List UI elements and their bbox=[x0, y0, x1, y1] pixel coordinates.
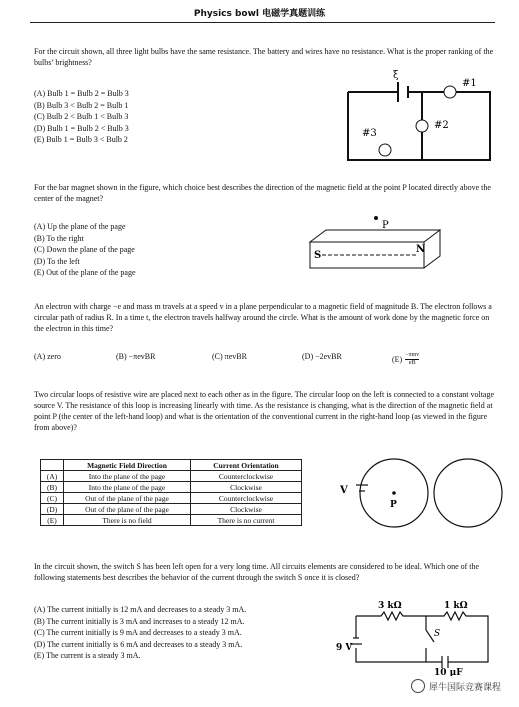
bulb-1-label: #1 bbox=[462, 78, 477, 89]
choice-d: (D) To the left bbox=[34, 256, 80, 266]
page-title: Physics bowl 电磁学真题训练 bbox=[193, 9, 326, 19]
choice-e-label: (E) bbox=[392, 355, 403, 364]
table-cell: Clockwise bbox=[191, 504, 302, 515]
choice-e: (E) The current is a steady 3 mA. bbox=[34, 651, 141, 660]
table-cell: (D) bbox=[41, 504, 64, 515]
rc-circuit-figure bbox=[336, 598, 496, 676]
point-p-label: P bbox=[390, 500, 397, 510]
choice-a: (A) Up the plane of the page bbox=[34, 222, 126, 231]
table-cell: Clockwise bbox=[191, 482, 302, 493]
table-row bbox=[41, 482, 302, 493]
question-1-choices bbox=[34, 88, 234, 146]
answer-table bbox=[40, 459, 302, 526]
choice-e bbox=[392, 352, 419, 367]
fraction-numerator: −πmv bbox=[405, 352, 420, 358]
choice-c: (C) Bulb 2 < Bulb 1 < Bulb 3 bbox=[34, 112, 129, 121]
choice-d: (D) −2evBR bbox=[302, 352, 342, 361]
choice-e: (E) Bulb 1 = Bulb 3 < Bulb 2 bbox=[34, 135, 128, 144]
bulb-2-label: #2 bbox=[434, 120, 449, 131]
table-header: Magnetic Field Direction bbox=[64, 460, 191, 471]
choice-b: (B) Bulb 3 < Bulb 2 = Bulb 1 bbox=[34, 100, 129, 110]
table-row bbox=[41, 504, 302, 515]
watermark bbox=[411, 679, 501, 693]
question-3-stem: An electron with charge −e and mass m travels at a speed v in a plane perpendicular to a magnetic field of magnitude B. The electron follows a circular path of radius R. In a time t, the electron travels halfway around the circle. What is the amount of work done by the magnetic force on the electron in this time? bbox=[34, 302, 492, 333]
question-5-stem: In the circuit shown, the switch S has been left open for a very long time. All circuits elements are considered to be ideal. Which one of the following statements best describes the behavior of the current through the switch S once it is closed? bbox=[34, 562, 480, 582]
table-row bbox=[41, 471, 302, 482]
fraction bbox=[405, 352, 419, 367]
bulb-3-icon bbox=[379, 144, 391, 156]
north-pole-label: N bbox=[416, 244, 426, 255]
question-2-choices bbox=[34, 221, 234, 279]
watermark-text: 犀牛国际竞赛课程 bbox=[428, 682, 501, 693]
bulb-3-label: #3 bbox=[362, 128, 377, 139]
battery-label: 9 V bbox=[336, 643, 353, 653]
choice-b: (B) The current initially is 3 mA and increases to a steady 12 mA. bbox=[34, 616, 245, 626]
title-divider bbox=[30, 22, 495, 23]
table-cell: There is no current bbox=[191, 515, 302, 526]
choice-a: (A) Bulb 1 = Bulb 2 = Bulb 3 bbox=[34, 89, 129, 98]
table-cell: There is no field bbox=[64, 515, 191, 526]
table-cell: Into the plane of the page bbox=[64, 482, 191, 493]
table-cell: (A) bbox=[41, 471, 64, 482]
table-header bbox=[41, 460, 64, 471]
table-cell: Out of the plane of the page bbox=[64, 493, 191, 504]
question-5-choices bbox=[34, 604, 334, 662]
bulb-2-icon bbox=[416, 120, 428, 132]
question-4-stem: Two circular loops of resistive wire are placed next to each other as in the figure. The circular loop on the left is connected to a constant voltage source V. The resistance of this loop is increasing linearly with time. As the resistance is changing, what is the direction of the magnetic field at point P (the center of the left-hand loop) and what is the orientation of the conventional current in the right-hand loop (as viewed in the figure from above)? bbox=[34, 390, 495, 432]
circuit-figure-1 bbox=[330, 64, 495, 164]
choice-e: (E) Out of the plane of the page bbox=[34, 268, 136, 277]
right-loop bbox=[434, 459, 502, 527]
choice-c: (C) Down the plane of the page bbox=[34, 245, 135, 254]
wechat-logo-icon bbox=[411, 679, 425, 693]
table-cell: Counterclockwise bbox=[191, 471, 302, 482]
table-cell: Out of the plane of the page bbox=[64, 504, 191, 515]
choice-b: (B) −πevBR bbox=[116, 352, 156, 361]
table-row bbox=[41, 493, 302, 504]
choice-a: (A) zero bbox=[34, 352, 61, 361]
table-cell: (C) bbox=[41, 493, 64, 504]
table-cell: Counterclockwise bbox=[191, 493, 302, 504]
voltage-label: V bbox=[340, 485, 348, 496]
south-pole-label: S bbox=[314, 250, 322, 261]
question-1-stem: For the circuit shown, all three light bulbs have the same resistance. The battery and wires have no resistance. What is the proper ranking of the bulbs’ brightness? bbox=[34, 47, 494, 67]
table-header: Current Orientation bbox=[191, 460, 302, 471]
table-header-row bbox=[41, 460, 302, 471]
choice-c: (C) πevBR bbox=[212, 352, 247, 361]
point-p-dot bbox=[374, 216, 378, 220]
choice-a: (A) The current initially is 12 mA and decreases to a steady 3 mA. bbox=[34, 605, 247, 614]
loops-figure bbox=[330, 455, 505, 535]
table-row bbox=[41, 515, 302, 526]
table-cell: (B) bbox=[41, 482, 64, 493]
choice-b: (B) To the right bbox=[34, 233, 84, 243]
resistor-3k-label: 3 kΩ bbox=[378, 601, 402, 611]
resistor-1k-label: 1 kΩ bbox=[444, 601, 468, 611]
bulb-1-icon bbox=[444, 86, 456, 98]
capacitor-label: 10 μF bbox=[434, 668, 463, 676]
bar-magnet-figure bbox=[300, 210, 450, 280]
choice-d: (D) Bulb 1 = Bulb 2 < Bulb 3 bbox=[34, 123, 129, 133]
emf-label: ξ bbox=[393, 70, 399, 81]
point-p-dot bbox=[392, 491, 396, 495]
choice-c: (C) The current initially is 9 mA and decreases to a steady 3 mA. bbox=[34, 628, 242, 637]
table-cell: (E) bbox=[41, 515, 64, 526]
point-p-label: P bbox=[382, 220, 389, 231]
switch-label: S bbox=[434, 629, 441, 639]
question-2-stem: For the bar magnet shown in the figure, which choice best describes the direction of the magnetic field at the point P located directly above the center of the magnet? bbox=[34, 183, 491, 203]
question-3-choices bbox=[34, 352, 419, 367]
choice-d: (D) The current initially is 6 mA and decreases to a steady 3 mA. bbox=[34, 639, 243, 649]
table-cell: Into the plane of the page bbox=[64, 471, 191, 482]
fraction-denominator: eB bbox=[408, 360, 416, 366]
